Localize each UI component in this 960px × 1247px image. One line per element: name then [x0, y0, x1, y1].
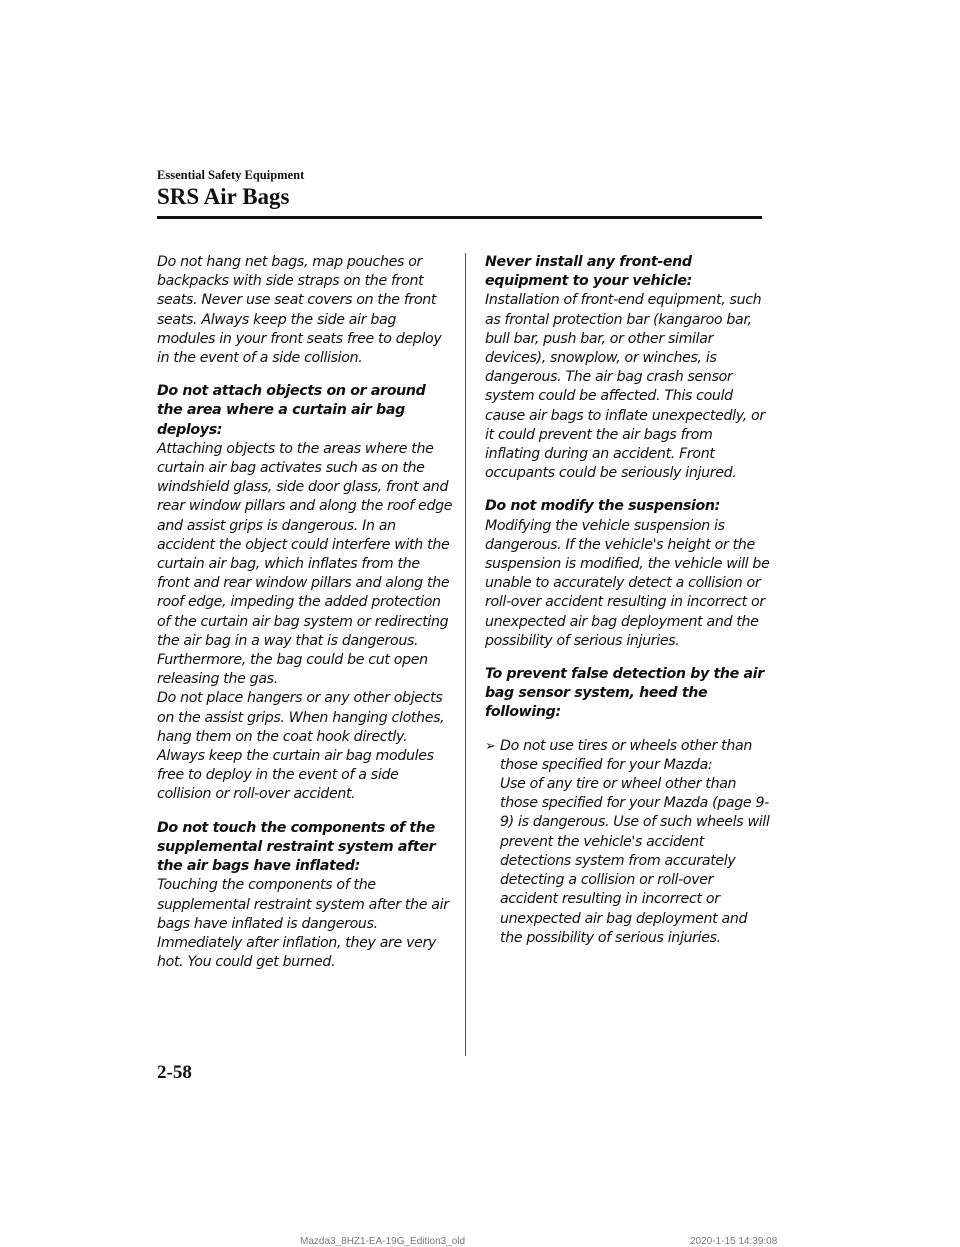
- right-column: [485, 253, 771, 948]
- right-paragraph-3: [485, 665, 771, 723]
- page-title: SRS Air Bags: [157, 184, 290, 209]
- right-p1-body: Installation of front-end equipment, such as frontal protection bar (kangaroo bar, bull bar, push bar, or other similar devices), snowplow, or winches, is dangerous. The air bag crash sensor system could be affected. This could cause air bags to inflate unexpectedly, or it could prevent the air bags from inflating during an accident. Front occupants could be seriously injured.: [485, 292, 765, 482]
- left-p3-heading: Do not touch the components of the supplemental restraint system after the air bags have inflated:: [157, 819, 436, 875]
- left-p3-body: Touching the components of the supplemental restraint system after the air bags have inflated is dangerous. Immediately after inflation, they are very hot. You could get burned.: [157, 877, 449, 971]
- left-p2-body-b: Do not place hangers or any other objects on the assist grips. When hanging clothes, hang them on the coat hook directly. Always keep the curtain air bag modules free to deploy in the event of a side collision or roll-over accident.: [157, 690, 445, 803]
- right-p3-heading: To prevent false detection by the air bag sensor system, heed the following:: [485, 666, 764, 721]
- left-p2-body-a: Attaching objects to the areas where the curtain air bag activates such as on the windshield glass, side door glass, front and rear window pillars and along the roof edge and assist grips is dangerous. In an accident the object could interfere with the curtain air bag, which inflates from the front and rear window pillars and along the roof edge, impeding the added protection of the curtain air bag system or redirecting the air bag in a way that is dangerous. Furthermore, the bag could be cut open releasing the gas.: [157, 440, 453, 688]
- bullet-heading: Do not use tires or wheels other than those specified for your Mazda:: [500, 737, 752, 773]
- left-paragraph-1: [157, 253, 453, 368]
- section-label: Essential Safety Equipment: [157, 168, 305, 182]
- footer-doc-id: Mazda3_8HZ1-EA-19G_Edition3_old: [300, 1236, 466, 1247]
- arrow-bullet-icon: ➢: [485, 738, 496, 754]
- left-p1-text: Do not hang net bags, map pouches or backpacks with side straps on the front seats. Never use seat covers on the front seats. Always keep the side air bag modules in your front seats free to deploy in the event of a side collision.: [157, 254, 442, 367]
- left-p2-heading: Do not attach objects on or around the area where a curtain air bag deploys:: [157, 383, 426, 438]
- left-paragraph-2: [157, 382, 453, 804]
- right-paragraph-1: [485, 253, 771, 483]
- column-divider: [465, 253, 466, 1056]
- bullet-body: Use of any tire or wheel other than those specified for your Mazda (page 9-9) is dangerous. Use of such wheels will prevent the vehicle's accident detections system from accurately detecting a collision or roll-over accident resulting in incorrect or unexpected air bag deployment and the possibility of serious injuries.: [500, 776, 770, 946]
- bullet-item: [485, 737, 771, 948]
- right-paragraph-2: [485, 497, 771, 651]
- right-p2-heading: Do not modify the suspension:: [485, 498, 720, 515]
- right-p2-body: Modifying the vehicle suspension is dangerous. If the vehicle's height or the suspension is modified, the vehicle will be unable to accurately detect a collision or roll-over accident resulting in incorrect or unexpected air bag deployment and the possibility of serious injuries.: [485, 517, 770, 649]
- page-number: 2-58: [157, 1062, 192, 1083]
- left-paragraph-3: [157, 819, 453, 973]
- title-rule: [157, 216, 762, 219]
- left-column: [157, 253, 453, 986]
- right-p1-heading: Never install any front-end equipment to your vehicle:: [485, 254, 692, 290]
- footer-timestamp: 2020-1-15 14:39:08: [690, 1236, 778, 1247]
